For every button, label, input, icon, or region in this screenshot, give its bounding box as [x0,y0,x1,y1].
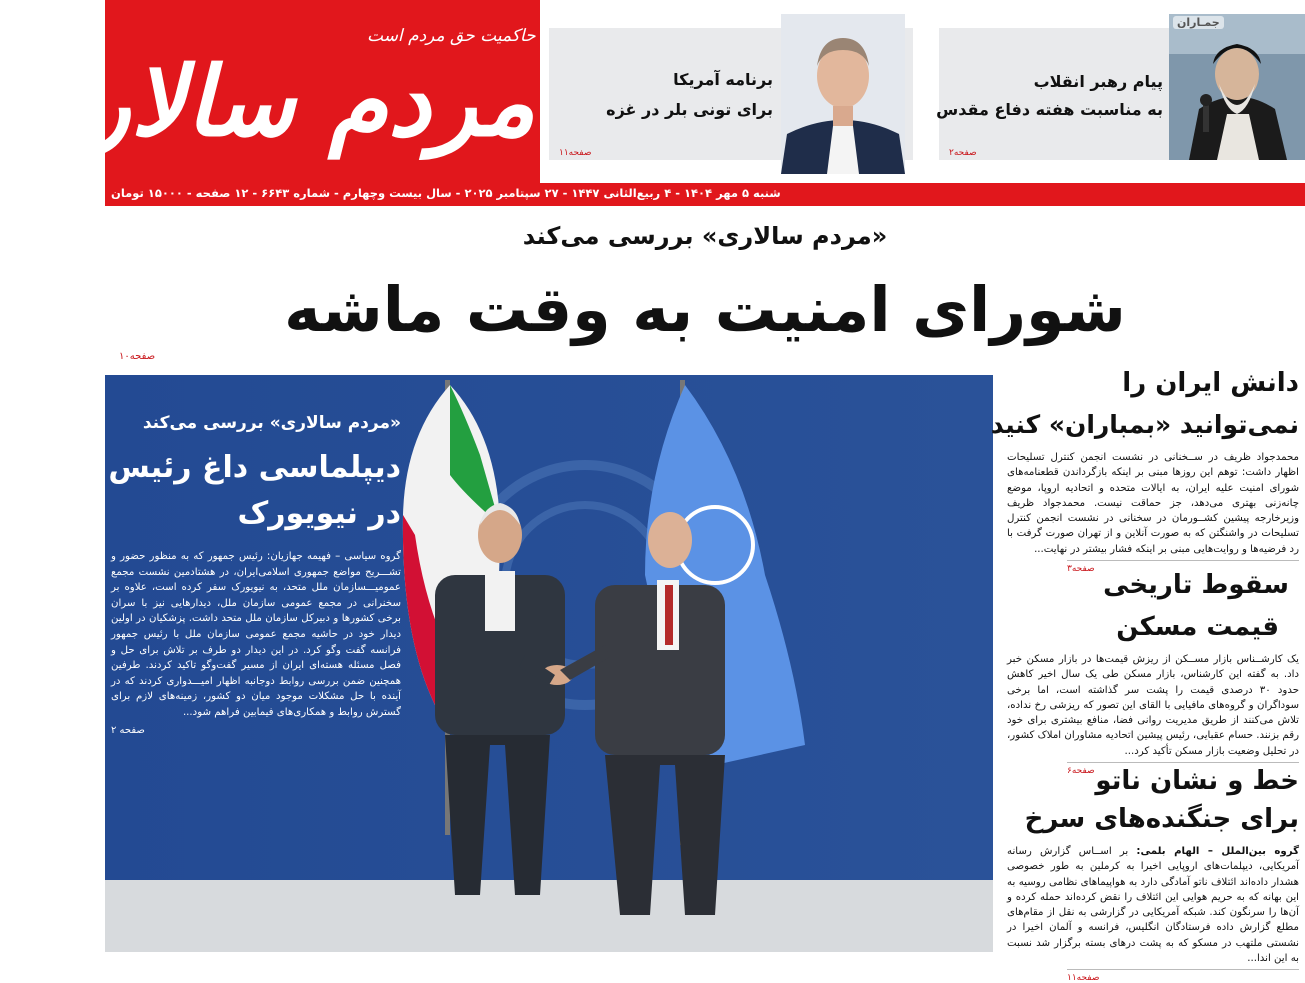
divider [1067,560,1299,561]
dateline: شنبه ۵ مهر ۱۴۰۴ - ۴ ربیع‌الثانی ۱۴۴۷ - ۲۷ سپتامبر ۲۰۲۵ - سال بیست وچهارم - شماره ۶۶۴۳ - ۱۲ صفحه - ۱۵۰۰۰ تومان [111,186,781,200]
date-bar [105,183,1305,206]
side-story-body-text: بر اســاس گزارش رسانه آمریکایی، دیپلمات‌های اروپایی اخیرا به کرملین به طور خصوصی هشدار داده‌اند ائتلاف ناتو آمادگی دارد به هواپیماهای نظامی روسیه به این بهانه که به حریم هوایی این ائتلاف را نقض کرده‌اند حمله کرده و آن‌ها را سرنگون کند. شبکه آمریکایی در گزارشی به نقل از مقام‌های مطلع گزارش داده فرستادگان انگلیس، فرانسه و آلمان اخیرا در نشستی ملتهب در مسکو که به پشت درهای بسته برگزار شد نسبت به این اندا... [1007,846,1299,965]
main-photo [0,375,993,952]
photo-story-overlay[interactable] [0,413,401,736]
photo-story-kicker: «مردم سالاری» بررسی می‌کند [142,413,401,433]
masthead-logo-box [9,0,540,183]
side-story-byline: گروه بین‌الملل – الهام بلمی: [1136,846,1299,857]
teaser-leader-message[interactable] [936,16,1305,160]
leader-photo-illustration [1169,14,1305,160]
side-story-title-line1: دانش ایران را [1122,368,1299,398]
side-story-title-line2: برای جنگنده‌های سرخ [1024,804,1299,834]
main-headline[interactable]: شورای امنیت به وقت ماشه [284,273,1126,346]
photo-story-page: صفحه ۲ [111,724,145,736]
masthead-tagline: حاکمیت حق مردم است [367,26,536,46]
photo-story-body: گروه سیاسی – فهیمه جهازیان: رئیس جمهور که به منظور حضور و تشـــریح مواضع جمهوری اسلامی‌ایران، در هشتادمین نشست مجمع عمومیـــسازمان ملل متحد، به نیویورک سفر کرده است، علاوه بر سخنرانی در مجمع عمومی سازمان ملل، دیدارهایی نیز با سران برخی کشورها و دبیرکل سازمان ملل متحد داشت. پزشکیان در اولین دیدار خود در حاشیه مجمع عمومی سازمان ملل با رئیس جمهور فرانسه گفت وگو کرد. در این دیدار دو طرف بر تلاش برای حل و فصل مسئله هسته‌ای ایران از مسیر گفت‌وگو تاکید کردند. طرفین همچنین ضمن بررسی روابط دوجانبه اظهار امیـــدواری کردند که در آینده با حل مشکلات موجود میان دو کشور، زمینه‌های لازم برای گسترش روابط و همکاری‌های فیمابین فراهم شود... [111,551,401,718]
teaser-page: صفحه۲ [949,148,977,158]
blair-photo [781,14,905,174]
side-story-housing[interactable] [1007,564,1299,776]
side-story-title-line1: خط و نشان ناتو [1095,766,1299,796]
main-page-ref: صفحه۱۰ [119,351,156,362]
side-story-body: یک کارشــناس بازار مســکن از ریزش قیمت‌ها در بازار مسکن خبر داد. به گفته این کارشناس، بازار مسکن طی یک سال اخیر کاهش حدود ۳۰ درصدی قیمت را پشت سر گذاشته است، اما برخی سوداگران و گروه‌های مافیایی با القای این تصور که ریزشی رخ نداده، تلاش می‌کنند از طریق مدیریت روانی فضا، منافع بیشتری برای خود رقم بزنند. حسام عقبایی، رئیس پیشین اتحادیه مشاوران املاک کشور، در تحلیل وضعیت بازار مسکن تأکید کرد... [1006,654,1299,757]
photo-story-title-line2: در نیویورک [237,496,401,531]
divider [1067,969,1299,970]
photo-story-title [0,445,401,537]
side-story-page: صفحه۱۱ [1067,973,1100,983]
side-story-zarif[interactable] [990,362,1299,575]
side-story-title-line1: سقوط تاریخی [1103,570,1289,600]
photo-story-title-line1: دیپلماسی داغ رئیس جمهور [0,450,401,485]
side-story-body: محمدجواد ظریف در ســخنانی در نشست انجمن کنترل تسلیحات اظهار داشت: توهم این روزها مبنی بر اینکه بازگرداندن قطعنامه‌های شورای امنیت علیه ایران، به ایالات متحده و اتحادیه اروپا، موضع چانه‌زنی بهتری می‌دهد، جز حماقت نیست. محمدجواد ظریف وزیرخارجه پیشین کشــورمان در سخنانی در نشست انجمن کنترل تسلیحات در واشنگتن که به صورت آنلاین و از تهران صورت گرفت با رد فرضیه‌ها و روایت‌هایی مبنی بر اینکه فشار بیشتر در نهایت... [1007,452,1299,555]
teaser-line2: برای تونی بلر در غزه [606,100,773,119]
side-story-title-line2: قیمت مسکن [1116,612,1279,642]
teaser-line1: برنامه آمریکا [673,70,773,89]
teaser-line1: پیام رهبر انقلاب [1033,72,1163,91]
side-story-page: صفحه۶ [1067,766,1095,777]
leader-photo [1169,14,1305,160]
side-story-title-line2: نمی‌توانید «بمباران» کنید [990,410,1299,439]
photo-watermark: جمـاران [1173,16,1224,29]
masthead-logo: مردم سالاری [9,45,535,158]
side-story-body [1007,844,1299,966]
teaser-line2: به مناسبت هفته دفاع مقدس [936,100,1163,119]
side-story-page: صفحه۳ [1067,564,1095,575]
teaser-tony-blair[interactable] [549,28,913,160]
teaser-page: صفحه۱۱ [559,148,592,158]
blair-photo-illustration [781,14,905,174]
side-story-nato[interactable] [1007,762,1299,983]
main-kicker: «مردم سالاری» بررسی می‌کند [522,222,888,250]
